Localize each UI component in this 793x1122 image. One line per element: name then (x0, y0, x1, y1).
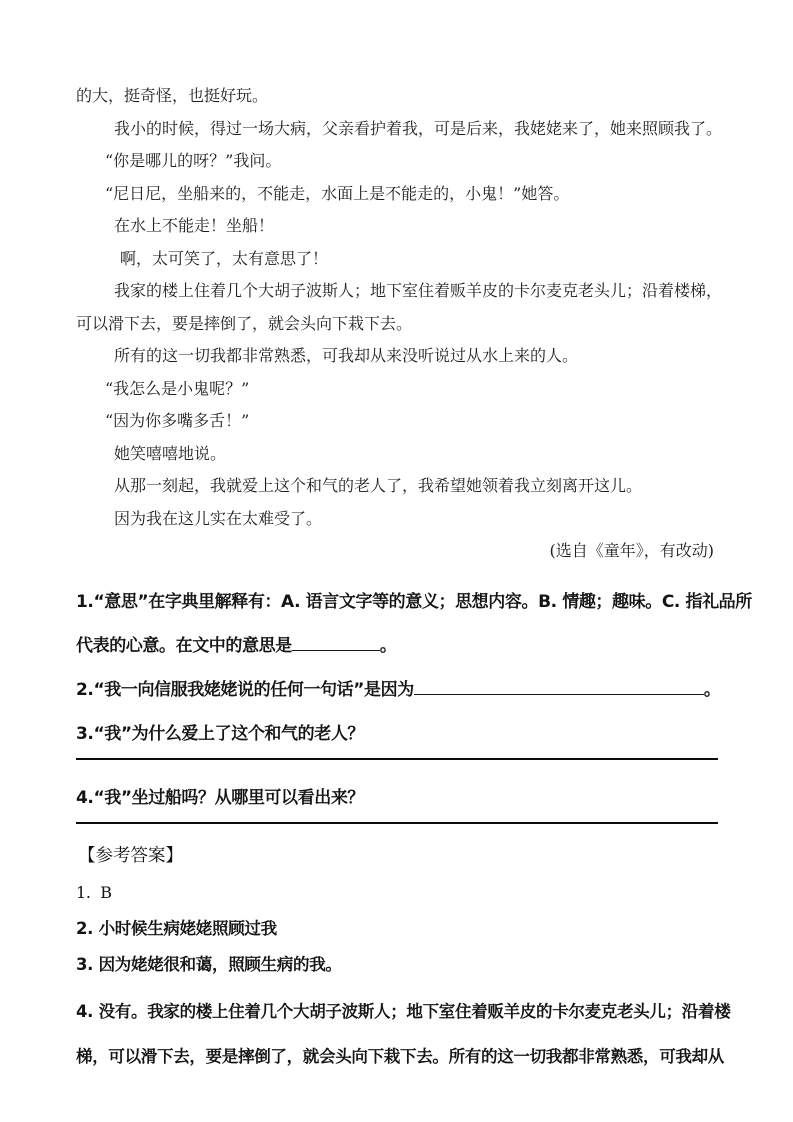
passage-line: “你是哪儿的呀？”我问。 (105, 151, 282, 170)
passage-line: 啊，太可笑了，太有意思了！ (120, 248, 329, 268)
passage-line: 我小的时候，得过一场大病，父亲看护着我，可是后来，我姥姥来了，她来照顾我了。 (114, 118, 723, 138)
question-2-period: 。 (703, 679, 721, 700)
answer-3: 3. 因为姥姥很和蔼，照顾生病的我。 (76, 954, 342, 974)
passage-line: 她笑嘻嘻地说。 (114, 443, 227, 463)
questions-section (76, 580, 752, 824)
answer-writing-line-q4 (76, 822, 718, 824)
passage-source-attribution: (选自《童年》，有改动) (549, 541, 714, 560)
passage-line: 从那一刻起，我就爱上这个和气的老人了，我希望她领着我立刻离开这儿。 (114, 476, 643, 495)
passage-line: “因为你多嘴多舌！” (105, 411, 250, 430)
question-1-line-2 (76, 624, 718, 668)
answer-4-line-2: 梯，可以滑下去，要是摔倒了，就会头向下栽下去。所有的这一切我都非常熟悉，可我却从 (76, 1046, 725, 1066)
passage-line: 因为我在这儿实在太难受了。 (114, 508, 323, 528)
reference-answers-section (76, 838, 731, 1079)
reading-passage (76, 80, 723, 568)
passage-line: “我怎么是小鬼呢？” (105, 378, 250, 398)
question-1-line-1: 1.“意思”在字典里解释有：A. 语言文字等的意义；思想内容。B. 情趣；趣味。C. 指礼品所 (76, 591, 752, 612)
answer-1: 1. B (76, 882, 112, 902)
passage-line: 所有的这一切我都非常熟悉，可我却从来没听说过从水上来的人。 (114, 346, 579, 365)
passage-line: 可以滑下去，要是摔倒了，就会头向下栽下去。 (76, 313, 413, 333)
answers-header: 【参考答案】 (78, 845, 183, 866)
answer-writing-line-q3 (76, 758, 718, 760)
fill-in-blank-short (292, 633, 380, 650)
passage-line: “尼日尼，坐船来的，不能走，水面上是不能走的，小鬼！”她答。 (105, 183, 570, 203)
passage-line: 在水上不能走！坐船！ (114, 216, 275, 235)
fill-in-blank-long (414, 677, 704, 694)
question-2-text: 2.“我一向信服我姥姥说的任何一句话”是因为 (76, 679, 414, 700)
answer-4-line-1: 4. 没有。我家的楼上住着几个大胡子波斯人；地下室住着贩羊皮的卡尔麦克老头儿；沿着楼 (76, 1001, 731, 1021)
question-2 (76, 668, 721, 712)
question-1-line-2-text: 代表的心意。在文中的意思是 (76, 635, 292, 656)
question-3: 3.“我”为什么爱上了这个和气的老人？ (76, 723, 365, 744)
question-4: 4.“我”坐过船吗？从哪里可以看出来？ (76, 787, 365, 808)
answer-2: 2. 小时候生病姥姥照顾过我 (76, 918, 277, 938)
passage-line: 的大，挺奇怪，也挺好玩。 (76, 86, 269, 105)
question-1-period: 。 (379, 635, 397, 656)
passage-line: 我家的楼上住着几个大胡子波斯人；地下室住着贩羊皮的卡尔麦克老头儿；沿着楼梯， (114, 281, 723, 300)
